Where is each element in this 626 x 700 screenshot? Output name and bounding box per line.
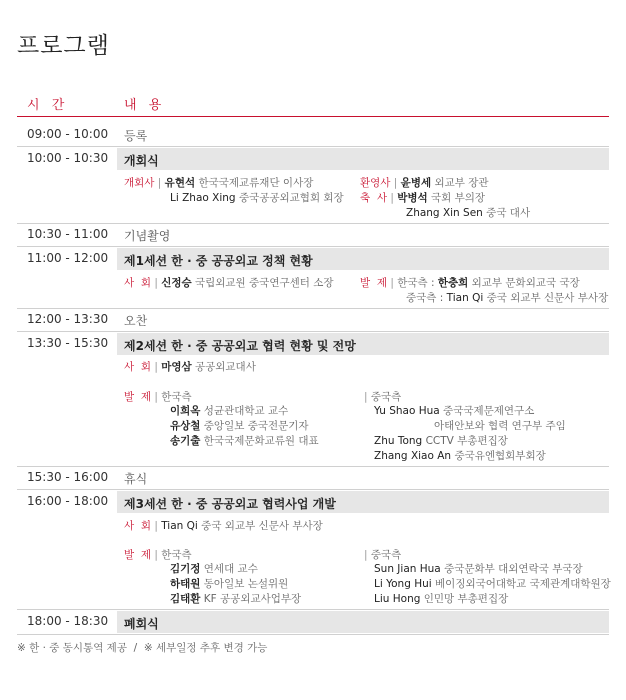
- speaker-name: 유현석: [164, 177, 196, 189]
- schedule-row-photo: [17, 224, 609, 247]
- china-presenter: [374, 403, 534, 418]
- china-side-line: | 중국측: [364, 549, 402, 561]
- row-time: 10:00 - 10:30: [27, 151, 109, 165]
- presenter-name: Tian Qi: [446, 292, 484, 304]
- china-presenter-cont: [434, 418, 566, 433]
- moderator-line: 사 회 | 신정승 국립외교원 중국연구센터 소장: [124, 277, 334, 289]
- side-label: 한국측 :: [397, 277, 435, 289]
- presenter-name: Zhang Xiao An: [374, 450, 452, 462]
- schedule-row-lunch: [17, 309, 609, 332]
- presenter-title: 중국문화부 대외연락국 부국장: [444, 563, 583, 575]
- welcome-speech-line: 환영사 | 윤병세 외교부 장관: [360, 177, 489, 189]
- schedule-row-opening: [17, 147, 609, 224]
- footnote: ※ 한 · 중 동시통역 제공 / ※ 세부일정 추후 변경 가능: [17, 642, 268, 654]
- china-presenter: [374, 448, 546, 463]
- presenter-title: 연세대 교수: [203, 563, 258, 575]
- moderator-line: 사 회 | Tian Qi 중국 외교부 신문사 부사장: [124, 520, 323, 532]
- role-label: 발 제: [124, 391, 151, 403]
- presenter-name: 한충희: [437, 277, 469, 289]
- moderator-name: 마영삼: [161, 361, 192, 373]
- korea-presenter: [170, 433, 319, 448]
- event-band: [117, 611, 609, 633]
- row-event: 제1세션 한 · 중 공공외교 정책 현황: [124, 254, 313, 268]
- row-time: 13:30 - 15:30: [27, 336, 109, 350]
- opening-speech-line: 개회사 | 유현석 한국국제교류재단 이사장: [124, 177, 314, 189]
- presenter-line: 발 제 | 한국측: [124, 391, 192, 403]
- presenter-title: 아태안보와 협력 연구부 주임: [434, 420, 566, 432]
- speaker-name: Zhang Xin Sen: [406, 207, 483, 219]
- korea-presenter: [170, 403, 288, 418]
- row-time: 16:00 - 18:00: [27, 494, 109, 508]
- moderator-title: 중국 외교부 신문사 부사장: [201, 520, 323, 532]
- content-column-header: 내 용: [124, 98, 166, 113]
- schedule-row-session3: [17, 490, 609, 610]
- opening-speech-line-2: [170, 190, 344, 205]
- korea-side-label: 한국측: [161, 391, 192, 403]
- presenter-line: 발 제 | 한국측 : 한충희 외교부 문화외교국 국장: [360, 277, 580, 289]
- china-presenter: [374, 561, 583, 576]
- presenter-name: 송기출: [170, 435, 201, 447]
- presenter-line-2: [406, 290, 608, 305]
- moderator-title: 공공외교대사: [194, 361, 256, 373]
- schedule-row-closing: [17, 610, 609, 635]
- role-label: 축 사: [360, 192, 387, 204]
- korea-presenter: [170, 576, 288, 591]
- speaker-name: Li Zhao Xing: [170, 192, 236, 204]
- presenter-title: 외교부 문화외교국 국장: [471, 277, 580, 289]
- presenter-name: 하태원: [170, 578, 201, 590]
- presenter-name: Li Yong Hui: [374, 578, 432, 590]
- korea-presenter: [170, 418, 309, 433]
- row-event: 기념촬영: [124, 229, 171, 243]
- presenter-title: 한국국제문화교류원 대표: [203, 435, 319, 447]
- presenter-name: 김태환: [170, 593, 201, 605]
- presenter-name: 김기정: [170, 563, 201, 575]
- china-side-label: 중국측: [370, 391, 402, 403]
- speaker-title: 한국국제교류재단 이사장: [198, 177, 314, 189]
- presenter-name: Sun Jian Hua: [374, 563, 441, 575]
- moderator-line: 사 회 | 마영삼 공공외교대사: [124, 361, 256, 373]
- presenter-title: 동아일보 논설위원: [203, 578, 289, 590]
- presenter-title: 중국유엔협회부회장: [454, 450, 546, 462]
- china-presenter: [374, 591, 508, 606]
- presenter-title: KF 공공외교사업부장: [203, 593, 302, 605]
- presenter-line: 발 제 | 한국측: [124, 549, 192, 561]
- speaker-title: 국회 부의장: [430, 192, 486, 204]
- role-label: 사 회: [124, 520, 151, 532]
- table-header: [17, 94, 609, 117]
- role-label: 발 제: [360, 277, 387, 289]
- event-band: [117, 148, 609, 170]
- speaker-title: 외교부 장관: [434, 177, 489, 189]
- china-presenter: [374, 576, 611, 591]
- china-side-label: 중국측: [370, 549, 402, 561]
- presenter-title: 베이징외국어대학교 국제관계대학원장: [435, 578, 611, 590]
- korea-presenter: [170, 561, 258, 576]
- presenter-name: Yu Shao Hua: [374, 405, 440, 417]
- event-band: [117, 333, 609, 355]
- row-time: 18:00 - 18:30: [27, 614, 109, 628]
- row-time: 10:30 - 11:00: [27, 227, 109, 241]
- presenter-name: 유상철: [170, 420, 201, 432]
- role-label: 사 회: [124, 277, 151, 289]
- moderator-title: 국립외교원 중국연구센터 소장: [194, 277, 334, 289]
- presenter-title: 성균관대학교 교수: [203, 405, 289, 417]
- role-label: 사 회: [124, 361, 151, 373]
- moderator-name: Tian Qi: [161, 520, 198, 532]
- event-band: [117, 491, 609, 513]
- row-event: 오찬: [124, 314, 148, 328]
- schedule-row-session1: [17, 247, 609, 309]
- presenter-name: Liu Hong: [374, 593, 421, 605]
- congratulatory-speech-line: 축 사 | 박병석 국회 부의장: [360, 192, 486, 204]
- korea-presenter: [170, 591, 301, 606]
- speaker-name: 박병석: [397, 192, 428, 204]
- china-presenter: [374, 433, 508, 448]
- presenter-title: 중국국제문제연구소: [443, 405, 535, 417]
- speaker-title: 중국공공외교협회 회장: [238, 192, 344, 204]
- page-title: 프로그램: [17, 33, 110, 59]
- presenter-name: 이희옥: [170, 405, 201, 417]
- schedule-row-registration: [17, 124, 609, 147]
- schedule-row-session2: [17, 332, 609, 467]
- row-time: 09:00 - 10:00: [27, 127, 109, 141]
- row-time: 12:00 - 13:30: [27, 312, 109, 326]
- speaker-name: 윤병세: [400, 177, 432, 189]
- presenter-title: 중국 외교부 신문사 부사장: [486, 292, 609, 304]
- row-event: 폐회식: [124, 617, 159, 631]
- presenter-name: Zhu Tong: [374, 435, 423, 447]
- row-event: 휴식: [124, 472, 148, 486]
- china-side-line: | 중국측: [364, 391, 402, 403]
- row-event: 제2세션 한 · 중 공공외교 협력 현황 및 전망: [124, 339, 356, 353]
- role-label: 개회사: [124, 177, 155, 189]
- korea-side-label: 한국측: [161, 549, 192, 561]
- congratulatory-speech-line-2: [406, 205, 530, 220]
- presenter-title: 인민망 부총편집장: [423, 593, 509, 605]
- presenter-title: CCTV 부총편집장: [425, 435, 508, 447]
- row-time: 11:00 - 12:00: [27, 251, 109, 265]
- moderator-name: 신정승: [161, 277, 192, 289]
- row-event: 등록: [124, 129, 148, 143]
- row-event: 개회식: [124, 154, 159, 168]
- role-label: 환영사: [360, 177, 391, 189]
- row-event: 제3세션 한 · 중 공공외교 협력사업 개발: [124, 497, 336, 511]
- event-band: [117, 248, 609, 270]
- schedule-row-break: [17, 467, 609, 490]
- speaker-title: 중국 대사: [486, 207, 531, 219]
- presenter-title: 중앙일보 중국전문기자: [203, 420, 309, 432]
- side-label: 중국측 :: [406, 292, 447, 304]
- role-label: 발 제: [124, 549, 151, 561]
- time-column-header: 시 간: [27, 98, 69, 113]
- row-time: 15:30 - 16:00: [27, 470, 109, 484]
